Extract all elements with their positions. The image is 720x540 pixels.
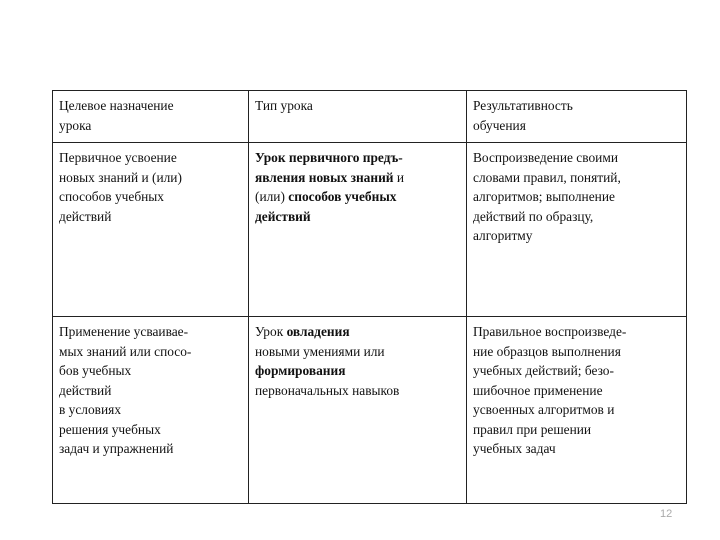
row-2-type-bold-1: овладения [286,324,350,339]
row-1-type-cell [249,143,467,317]
row-2-type-bold-2: формирования [255,363,346,378]
row-2-type-normal-2: новыми умениями или [255,343,385,359]
lesson-types-table [52,90,687,504]
header-goal-text: Целевое назначение урока [59,98,174,133]
row-1-type-text [255,148,460,226]
row-1-goal-text: Первичное усвоение новых знаний и (или) способов учебных действий [59,150,182,224]
table-row [53,317,687,504]
row-1-goal-cell [53,143,249,317]
row-1-type-bold-1: Урок первичного предъ- явления новых знаний [255,150,403,185]
row-2-type-cell [249,317,467,504]
table-header-row [53,91,687,143]
row-2-type-normal-3: первоначальных навыков [255,382,400,398]
table-row [53,143,687,317]
row-1-type-bold-2: способов учебных действий [255,189,397,224]
header-cell-type [249,91,467,143]
row-2-result-text: Правильное воспроизведе- ние образцов выполнения учебных действий; безо- шибочное применение усвоенных алгоритмов и правил при решении учебных задач [473,324,627,456]
row-1-result-text: Воспроизведение своими словами правил, понятий, алгоритмов; выполнение действий по образцу, алгоритму [473,150,621,243]
row-2-type-normal-1: Урок [255,324,287,339]
row-2-goal-cell [53,317,249,504]
header-result-text: Результативность обучения [473,98,573,133]
header-cell-result [467,91,687,143]
row-2-type-text [255,322,460,400]
row-1-result-cell [467,143,687,317]
row-2-result-cell [467,317,687,504]
row-2-goal-text: Применение усваивае- мых знаний или спосо- бов учебных действий в условиях решения учебных задач и упражнений [59,324,192,456]
header-cell-goal [53,91,249,143]
row-1-type-normal-1: и (или) [255,169,405,204]
page-number: 12 [660,508,673,520]
header-type-text: Тип урока [255,98,313,113]
